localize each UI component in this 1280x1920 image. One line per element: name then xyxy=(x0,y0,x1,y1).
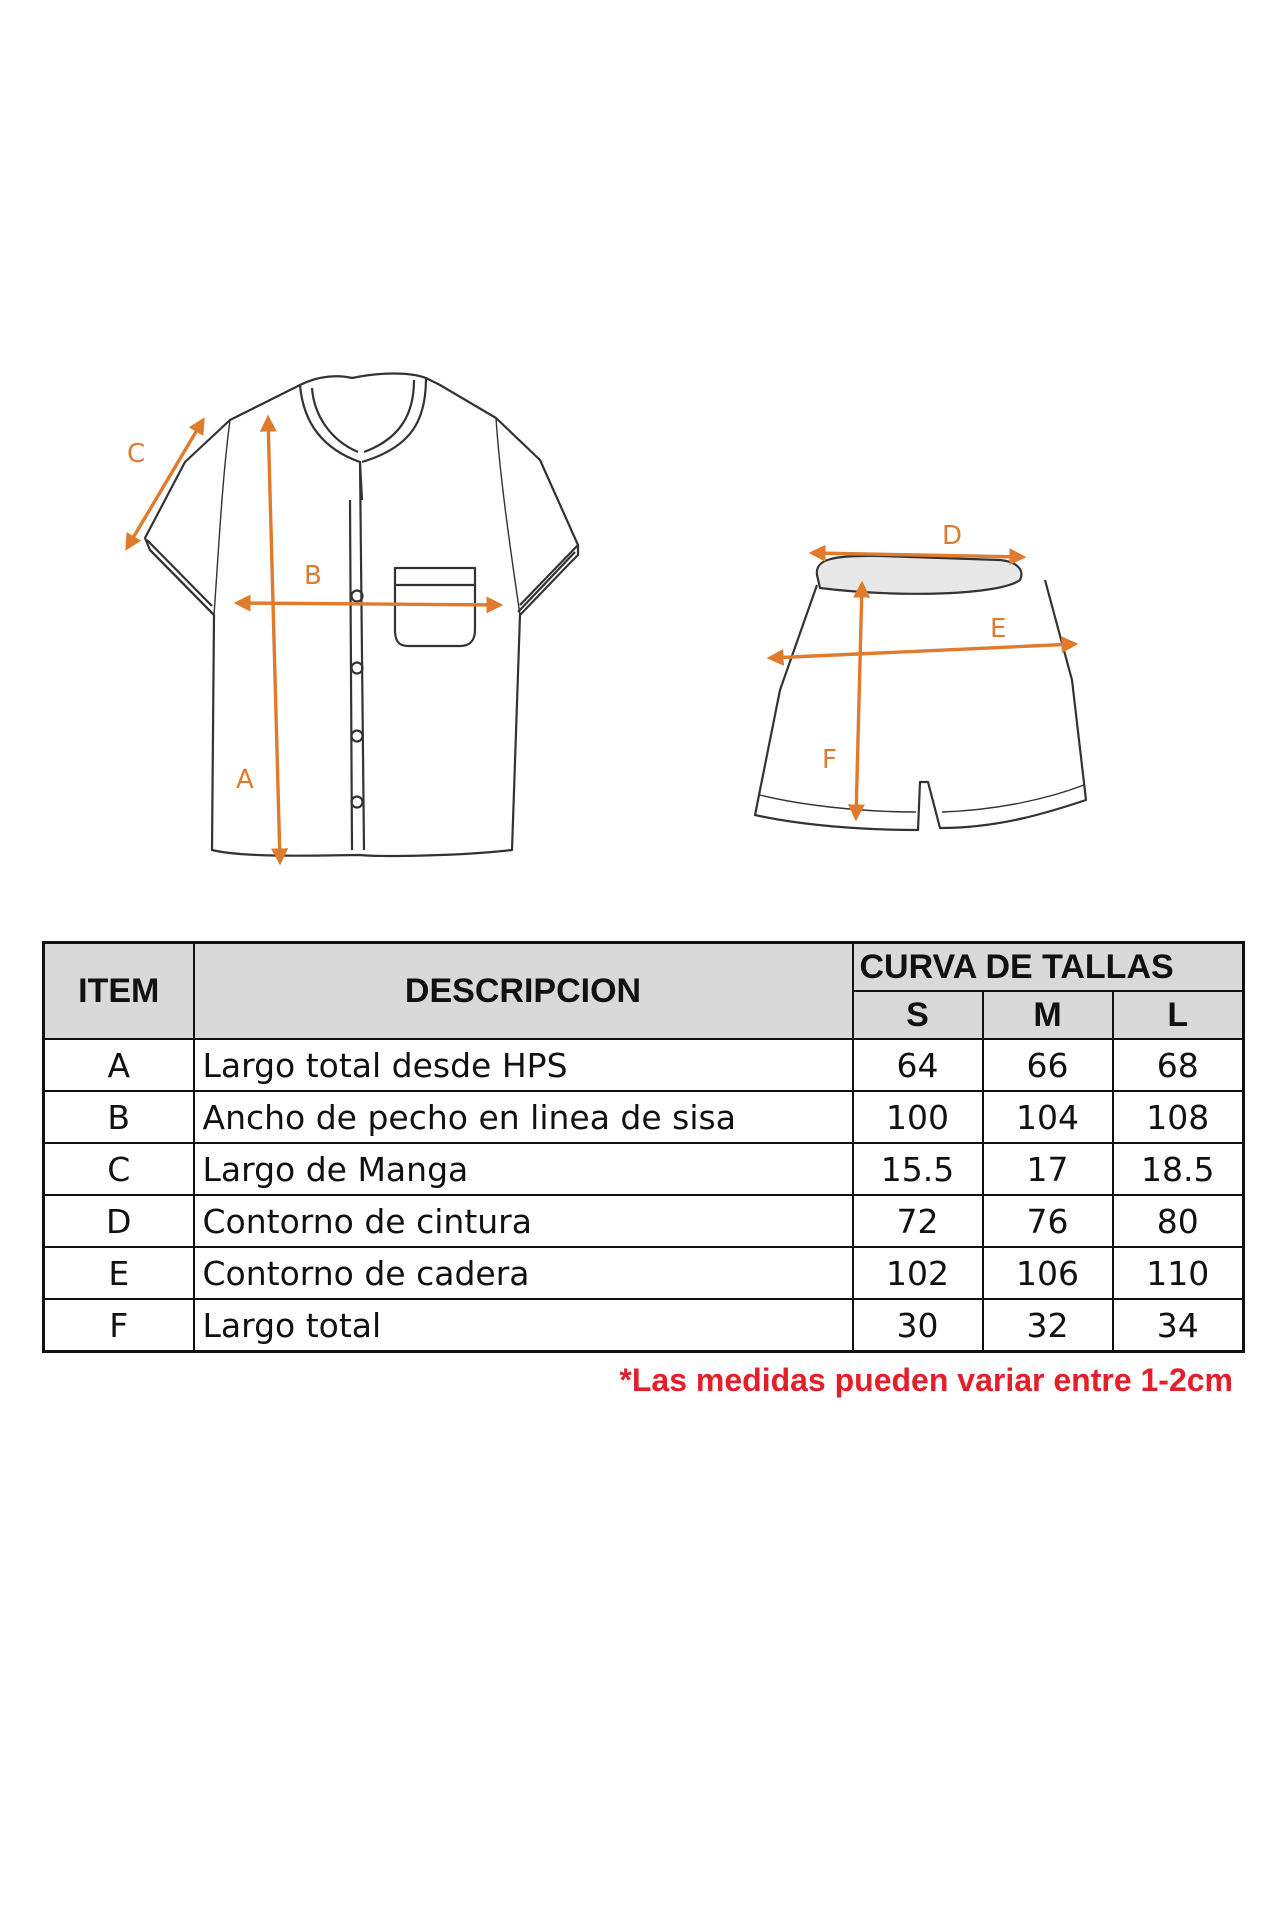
label-f: F xyxy=(822,745,837,775)
table-row xyxy=(44,1091,1244,1143)
size-m-value: 104 xyxy=(983,1091,1113,1143)
item-description: Largo total desde HPS xyxy=(194,1039,853,1091)
item-code: B xyxy=(44,1091,194,1143)
measure-arrow-e xyxy=(770,644,1075,658)
size-m-value: 66 xyxy=(983,1039,1113,1091)
table-row xyxy=(44,1299,1244,1352)
size-l-value: 110 xyxy=(1113,1247,1244,1299)
label-a: A xyxy=(236,765,254,795)
item-code: E xyxy=(44,1247,194,1299)
size-s-value: 30 xyxy=(853,1299,983,1352)
shorts-hem xyxy=(760,785,1084,812)
item-description: Largo de Manga xyxy=(194,1143,853,1195)
size-l-value: 34 xyxy=(1113,1299,1244,1352)
item-code: A xyxy=(44,1039,194,1091)
shorts-drawing xyxy=(755,556,1086,830)
label-d: D xyxy=(942,521,963,551)
shirt-left-cuff xyxy=(147,540,214,615)
header-size-l: L xyxy=(1113,991,1244,1039)
size-m-value: 32 xyxy=(983,1299,1113,1352)
shirt-placket xyxy=(350,462,364,850)
size-m-value: 106 xyxy=(983,1247,1113,1299)
measurement-note: *Las medidas pueden variar entre 1-2cm xyxy=(619,1362,1233,1398)
item-description: Contorno de cadera xyxy=(194,1247,853,1299)
item-description: Largo total xyxy=(194,1299,853,1352)
label-b: B xyxy=(304,561,322,591)
header-size-m: M xyxy=(983,991,1113,1039)
header-description: DESCRIPCION xyxy=(194,943,853,1040)
garment-diagram xyxy=(0,0,1280,880)
item-code: C xyxy=(44,1143,194,1195)
item-description: Ancho de pecho en linea de sisa xyxy=(194,1091,853,1143)
item-code: D xyxy=(44,1195,194,1247)
label-c: C xyxy=(127,439,146,469)
item-code: F xyxy=(44,1299,194,1352)
size-m-value: 17 xyxy=(983,1143,1113,1195)
shirt-right-cuff xyxy=(518,545,578,612)
header-item: ITEM xyxy=(44,943,194,1040)
size-m-value: 76 xyxy=(983,1195,1113,1247)
size-l-value: 18.5 xyxy=(1113,1143,1244,1195)
table-row xyxy=(44,1143,1244,1195)
table-row xyxy=(44,1247,1244,1299)
shirt-collar-outline xyxy=(300,378,426,500)
header-size-s: S xyxy=(853,991,983,1039)
shirt-button xyxy=(352,663,363,674)
measure-arrow-a xyxy=(268,418,280,862)
size-s-value: 100 xyxy=(853,1091,983,1143)
size-s-value: 15.5 xyxy=(853,1143,983,1195)
measure-arrow-b xyxy=(237,603,500,605)
table-row xyxy=(44,1039,1244,1091)
shorts-waistband xyxy=(817,556,1022,594)
shirt-button xyxy=(352,731,363,742)
shorts-outline xyxy=(755,580,1086,830)
size-s-value: 72 xyxy=(853,1195,983,1247)
size-l-value: 68 xyxy=(1113,1039,1244,1091)
header-size-group: CURVA DE TALLAS xyxy=(853,943,1244,992)
size-s-value: 64 xyxy=(853,1039,983,1091)
measure-arrows xyxy=(127,418,1075,862)
size-l-value: 80 xyxy=(1113,1195,1244,1247)
shirt-collar-band xyxy=(312,380,414,452)
shirt-pocket xyxy=(395,568,475,646)
size-s-value: 102 xyxy=(853,1247,983,1299)
shirt-drawing xyxy=(145,374,578,856)
table-row xyxy=(44,1195,1244,1247)
measure-arrow-f xyxy=(856,584,862,818)
size-chart-table xyxy=(42,941,1245,1353)
label-e: E xyxy=(990,614,1007,644)
shirt-button xyxy=(352,797,363,808)
item-description: Contorno de cintura xyxy=(194,1195,853,1247)
size-l-value: 108 xyxy=(1113,1091,1244,1143)
